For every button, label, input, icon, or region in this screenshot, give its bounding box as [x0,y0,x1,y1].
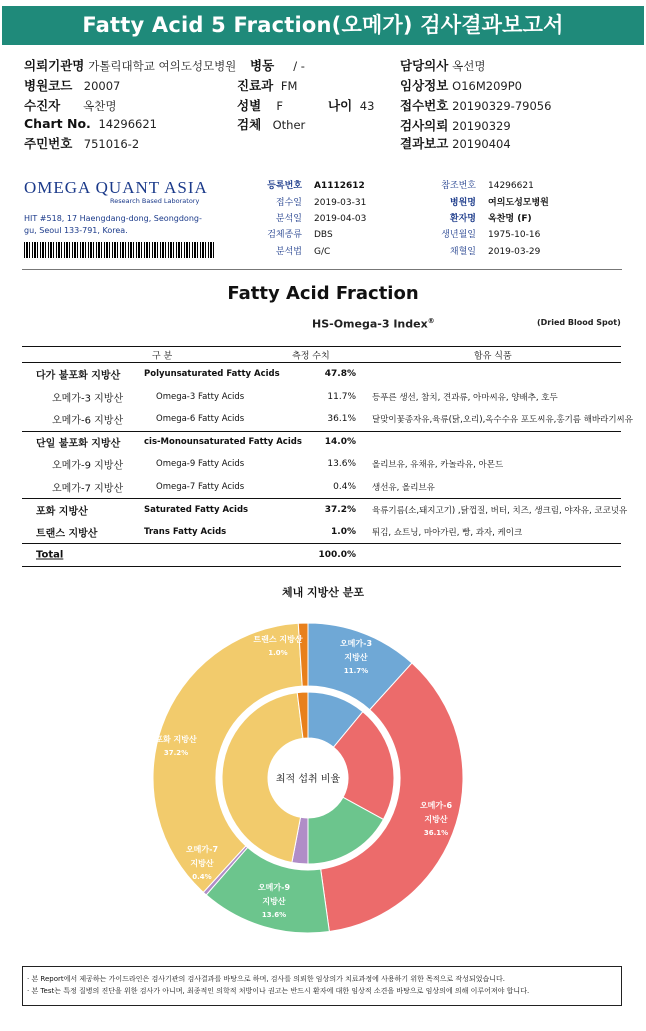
row-category: 다가 불포화 지방산 [36,370,121,382]
request-date-field: 검사의뢰 20190329 [400,118,511,133]
slice-label: 트랜스 지방산 1.0% [253,635,303,657]
table-header [22,347,621,363]
table-row [22,408,633,431]
hospital-code-field: 병원코드 20007 [24,78,121,93]
row-category: 오메가-3 지방산 [52,393,124,405]
hospital-field: 의뢰기관명 가톨릭대학교 여의도성모병원 [24,58,237,73]
footer-notes [22,966,622,1006]
lab-received-date: 접수일 2019-03-31 [275,198,367,208]
row-food: 육류기름(소,돼지고기) ,닭껍질, 버터, 치즈, 생크림, 야자유, 코코넛유 [372,505,628,516]
lab-hospital-name: 병원명 여의도성모병원 [449,198,549,208]
lab-ref-number: 참조번호 14296621 [441,181,534,191]
header-category: 구 분 [152,351,173,361]
row-value: 0.4% [333,481,356,492]
lab-analysis-date: 분석일 2019-04-03 [275,214,367,224]
section-divider [22,269,622,270]
row-english-name: cis-Monounsaturated Fatty Acids [144,437,302,448]
row-english-name: Omega-3 Fatty Acids [156,391,245,402]
slice-label: 포화 지방산 37.2% [155,735,197,757]
row-value: 37.2% [324,504,356,515]
slice-label: 오메가-6 지방산 36.1% [419,801,453,837]
chart-title: 체내 지방산 분포 [281,586,365,599]
slice-label: 오메가-9 지방산 13.6% [257,883,291,919]
age-field: 나이 43 [328,98,375,113]
lab-logo: OMEGA QUANT ASIA [24,178,208,197]
lab-method: 분석법 G/C [275,247,331,257]
lab-reg-number: 등록번호 A1112612 [267,181,365,191]
chart-center-label: 최적 섭취 비율 [275,774,341,785]
row-english-name: Trans Fatty Acids [144,526,227,537]
department-field: 진료과 FM [237,78,298,93]
table-row [22,431,621,454]
fraction-table [22,346,633,567]
row-value: 13.6% [327,459,356,470]
sample-note: (Dried Blood Spot) [537,318,621,327]
row-category: 포화 지방산 [36,506,88,518]
fatty-acid-donut-chart [0,600,646,955]
table-row [22,476,621,499]
row-value: 36.1% [327,414,356,425]
ward-field: 병동 / - [250,58,305,73]
lab-logo-subtitle: Research Based Laboratory [110,197,200,205]
row-category: 트랜스 지방산 [36,528,98,540]
row-english-name: Omega-7 Fatty Acids [156,481,245,492]
row-food: 생선유, 올리브유 [372,482,435,493]
row-food: 달맞이꽃종자유,육류(닭,오리),옥수수유 포도씨유,홍기름 해바라기씨유 [372,415,633,426]
barcode [24,242,214,258]
doctor-field: 담당의사 옥선명 [400,58,486,73]
row-category: 오메가-7 지방산 [52,483,124,495]
row-category: Total [36,549,64,561]
row-english-name: Polyunsaturated Fatty Acids [144,369,280,380]
ssn-field: 주민번호 751016-2 [24,136,140,151]
header-value: 측정 수치 [292,351,330,361]
row-category: 오메가-6 지방산 [52,415,124,427]
row-english-name: Saturated Fatty Acids [144,504,249,515]
receipt-number-field: 접수번호 20190329-79056 [400,98,552,113]
report-date-field: 결과보고 20190404 [400,136,511,151]
report-title: Fatty Acid 5 Fraction(오메가) 검사결과보고서 [2,6,644,45]
lab-birth-date: 생년월일 1975-10-16 [441,230,541,240]
lab-address: HIT #518, 17 Haengdang-dong, Seongdong-gu, Seoul 133-791, Korea. [24,214,202,235]
row-food: 튀김, 쇼트닝, 마아가린, 빵, 과자, 케이크 [372,527,523,538]
table-row [22,386,621,409]
lab-draw-date: 채혈일 2019-03-29 [449,247,541,257]
row-english-name: Omega-6 Fatty Acids [156,414,245,425]
sex-field: 성별 F [237,98,284,113]
fraction-title: Fatty Acid Fraction [227,283,419,304]
row-food: 올리브유, 유채유, 카놀라유, 아몬드 [372,460,504,471]
table-row [22,543,621,566]
specimen-field: 검체 Other [237,117,306,132]
table-row [22,363,621,386]
row-english-name: Omega-9 Fatty Acids [156,459,245,470]
fraction-subtitle: HS-Omega-3 Index® [312,317,435,331]
table-row [22,453,621,476]
slice-label: 오메가-3 지방산 11.7% [339,639,373,675]
chart-number-field: Chart No. 14296621 [24,116,157,131]
lab-patient-name: 환자명 옥찬명 (F) [449,214,532,224]
row-food: 등푸른 생선, 참치, 견과류, 아마씨유, 양배추, 호두 [372,392,558,403]
table-row [22,498,628,521]
header-food: 함유 식품 [474,351,512,361]
row-value: 14.0% [324,437,356,448]
note-line: · 본 Test는 특정 질병의 진단을 위한 검사가 아니며, 최종적인 의학적 처방이나 권고는 반드시 환자에 대한 임상적 소견을 바탕으로 임상의에 의해 이루어져야 합니다. [27,987,530,995]
note-line: · 본 Report에서 제공하는 가이드라인은 검사기관의 검사결과를 바탕으로 하며, 검사를 의뢰한 임상의가 치료과정에 사용하기 위한 목적으로 작성되었습니다. [27,975,505,983]
row-value: 47.8% [324,369,356,380]
clinical-info-field: 임상정보 O16M209P0 [400,78,522,93]
slice-label: 오메가-7 지방산 0.4% [185,845,219,881]
row-value: 11.7% [327,391,356,402]
row-value: 1.0% [331,526,356,537]
table-row [22,521,621,544]
lab-sample-type: 검체종류 DBS [267,230,333,240]
recipient-field: 수진자 옥찬명 [24,98,117,113]
row-value: 100.0% [318,549,356,560]
row-category: 오메가-9 지방산 [52,460,124,472]
row-category: 단일 불포화 지방산 [36,438,121,450]
